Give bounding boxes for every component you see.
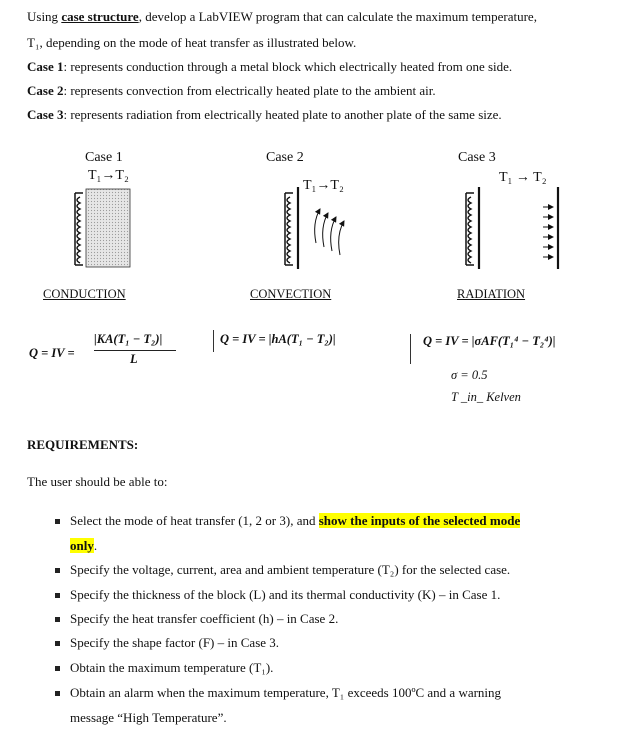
eq-separator [410, 334, 411, 364]
case1-label: Case 1 [27, 59, 64, 74]
eq3: Q = IV = |σAF(T₁⁴ − T₂⁴)| [423, 334, 556, 348]
bullet-icon [55, 641, 60, 646]
eq1-fraction-bar [94, 350, 176, 351]
eq2: Q = IV = |hA(T₁ − T₂)| [220, 332, 336, 346]
bullet-icon [55, 691, 60, 696]
eq1-numerator: |KA(T₁ − T₂)| [94, 332, 163, 346]
case3-label: Case 3 [27, 107, 64, 122]
requirement-text: . [93, 538, 98, 553]
intro-text: , develop a LabVIEW program that can calculate the maximum temperature, [138, 9, 537, 24]
requirement-highlight: show the inputs of the selected mode [318, 513, 521, 528]
case2-label: Case 2 [27, 83, 64, 98]
requirement-highlight: only [70, 538, 94, 553]
bullet-icon [55, 568, 60, 573]
case2-description [27, 83, 436, 99]
case2-title: Case 2 [266, 150, 304, 165]
requirements-lead: The user should be able to: [27, 474, 168, 489]
case3-radiation-arrows [543, 207, 553, 257]
case1-flow: T₁→T₂ [88, 168, 129, 183]
case1-description [27, 59, 512, 75]
requirement-item: Obtain an alarm when the maximum temperature, T₁ exceeds 100ºC and a warning [70, 685, 502, 700]
kelvin-note: T _in_ Kelven [451, 390, 521, 404]
requirement-item: Obtain the maximum temperature (T₁). [70, 660, 274, 675]
case3-process-label: RADIATION [457, 287, 526, 301]
case1-heater-coil [75, 193, 83, 265]
intro-text: Using [27, 9, 62, 24]
case2-heater-coil [285, 193, 293, 265]
bullet-icon [55, 617, 60, 622]
case3-description [27, 107, 502, 123]
eq-separator [213, 330, 214, 352]
intro-line-1 [27, 9, 537, 25]
eq1-left: Q = IV = [29, 346, 75, 360]
case2-convection-arrows [315, 209, 344, 255]
requirement-item: Specify the thickness of the block (L) and its thermal conductivity (K) – in Case 1. [70, 587, 501, 602]
bullet-icon [55, 593, 60, 598]
sigma-value: σ = 0.5 [451, 368, 488, 382]
intro-line-2: T₁, depending on the mode of heat transfer as illustrated below. [27, 35, 357, 50]
case3-title: Case 3 [458, 150, 496, 165]
case3-text: : represents radiation from electrically heated plate to another plate of the same size. [63, 107, 502, 122]
requirements-heading: REQUIREMENTS: [27, 437, 139, 452]
case3-flow: T₁ → T₂ [499, 170, 547, 185]
case1-title: Case 1 [85, 150, 123, 165]
requirement-item [70, 513, 520, 529]
intro-emphasis: case structure [61, 9, 139, 24]
requirement-item-cont [70, 538, 97, 554]
case1-text: : represents conduction through a metal block which electrically heated from one side. [63, 59, 513, 74]
heat-transfer-diagrams [0, 185, 617, 275]
bullet-icon [55, 666, 60, 671]
case2-flow: T₁→T₂ [303, 178, 344, 193]
eq1-denominator: L [130, 352, 138, 366]
case2-text: : represents convection from electrically heated plate to the ambient air. [63, 83, 436, 98]
case1-process-label: CONDUCTION [43, 287, 126, 301]
requirement-item: Specify the heat transfer coefficient (h) – in Case 2. [70, 611, 339, 626]
case2-process-label: CONVECTION [250, 287, 332, 301]
requirement-item: Specify the shape factor (F) – in Case 3. [70, 635, 280, 650]
case1-metal-block [86, 189, 130, 267]
requirement-item-cont: message “High Temperature”. [70, 710, 227, 725]
case3-heater-coil [466, 193, 474, 265]
bullet-icon [55, 519, 60, 524]
requirement-text: Select the mode of heat transfer (1, 2 or 3), and [70, 513, 319, 528]
requirement-item: Specify the voltage, current, area and ambient temperature (T₂) for the selected case. [70, 562, 511, 577]
